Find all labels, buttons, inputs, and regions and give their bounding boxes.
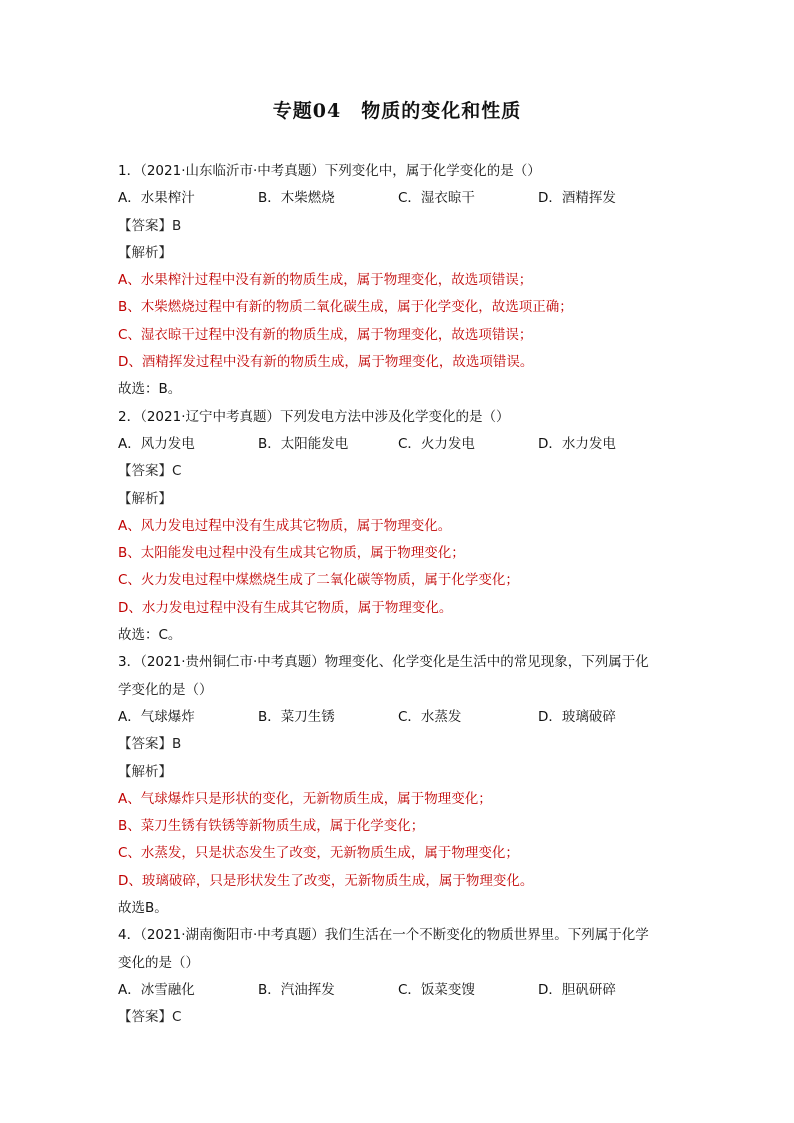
question-stem-line-2: 变化的是（） [118, 954, 199, 971]
option-a: A．风力发电 [118, 435, 195, 452]
question-2 [118, 404, 678, 650]
explanation-d: D、水力发电过程中没有生成其它物质，属于物理变化。 [118, 599, 453, 616]
option-d: D．胆矾研碎 [538, 981, 616, 998]
explanation-c: C、火力发电过程中煤燃烧生成了二氧化碳等物质，属于化学变化； [118, 572, 519, 589]
option-c: C．水蒸发 [398, 708, 462, 725]
option-b: B．太阳能发电 [258, 435, 349, 452]
explanation-c: C、水蒸发，只是状态发生了改变，无新物质生成，属于物理变化； [118, 845, 519, 862]
option-d: D．酒精挥发 [538, 190, 616, 207]
explanation-a: A、风力发电过程中没有生成其它物质，属于物理变化。 [118, 517, 452, 534]
option-d: D．玻璃破碎 [538, 708, 616, 725]
page-title: 专题04 物质的变化和性质 [272, 100, 522, 122]
option-b: B．菜刀生锈 [258, 708, 335, 725]
document-body [118, 158, 678, 1032]
conclusion: 故选：B。 [118, 381, 182, 398]
question-stem: 1．（2021·山东临沂市·中考真题）下列变化中，属于化学变化的是（） [118, 163, 541, 179]
analysis-header: 【解析】 [118, 244, 172, 261]
conclusion: 故选：C。 [118, 627, 182, 644]
question-3 [118, 649, 678, 922]
option-a: A．气球爆炸 [118, 708, 195, 725]
option-a: A．冰雪融化 [118, 981, 195, 998]
explanation-d: D、玻璃破碎，只是形状发生了改变，无新物质生成，属于物理变化。 [118, 872, 534, 889]
conclusion: 故选B。 [118, 900, 168, 917]
question-stem-line-1: 4．（2021·湖南衡阳市·中考真题）我们生活在一个不断变化的物质世界里。下列属于化学 [118, 927, 649, 944]
question-stem-line-1: 3．（2021·贵州铜仁市·中考真题）物理变化、化学变化是生活中的常见现象，下列属于化 [118, 654, 649, 671]
answer: 【答案】B [118, 736, 182, 753]
option-c: C．湿衣晾干 [398, 190, 475, 207]
option-b: B．汽油挥发 [258, 981, 335, 998]
analysis-header: 【解析】 [118, 763, 172, 780]
options-row [118, 431, 678, 458]
option-b: B．木柴燃烧 [258, 190, 335, 207]
question-1 [118, 158, 678, 404]
option-a: A．水果榨汁 [118, 190, 195, 207]
explanation-b: B、菜刀生锈有铁锈等新物质生成，属于化学变化； [118, 818, 425, 835]
question-stem: 2．（2021·辽宁中考真题）下列发电方法中涉及化学变化的是（） [118, 408, 510, 425]
explanation-a: A、水果榨汁过程中没有新的物质生成，属于物理变化，故选项错误； [118, 272, 533, 289]
answer: 【答案】B [118, 217, 182, 234]
option-c: C．火力发电 [398, 435, 475, 452]
answer: 【答案】C [118, 1009, 182, 1026]
option-c: C．饭菜变馊 [398, 981, 475, 998]
explanation-c: C、湿衣晾干过程中没有新的物质生成，属于物理变化，故选项错误； [118, 326, 533, 343]
option-d: D．水力发电 [538, 435, 616, 452]
analysis-header: 【解析】 [118, 490, 172, 507]
answer: 【答案】C [118, 463, 182, 480]
explanation-d: D、酒精挥发过程中没有新的物质生成，属于物理变化，故选项错误。 [118, 354, 534, 371]
options-row [118, 977, 678, 1004]
explanation-b: B、木柴燃烧过程中有新的物质二氧化碳生成，属于化学变化，故选项正确； [118, 299, 573, 316]
question-4 [118, 922, 678, 1031]
options-row [118, 704, 678, 731]
explanation-b: B、太阳能发电过程中没有生成其它物质，属于物理变化； [118, 545, 465, 562]
explanation-a: A、气球爆炸只是形状的变化，无新物质生成，属于物理变化； [118, 790, 492, 807]
question-stem-line-2: 学变化的是（） [118, 681, 213, 698]
options-row [118, 185, 678, 212]
